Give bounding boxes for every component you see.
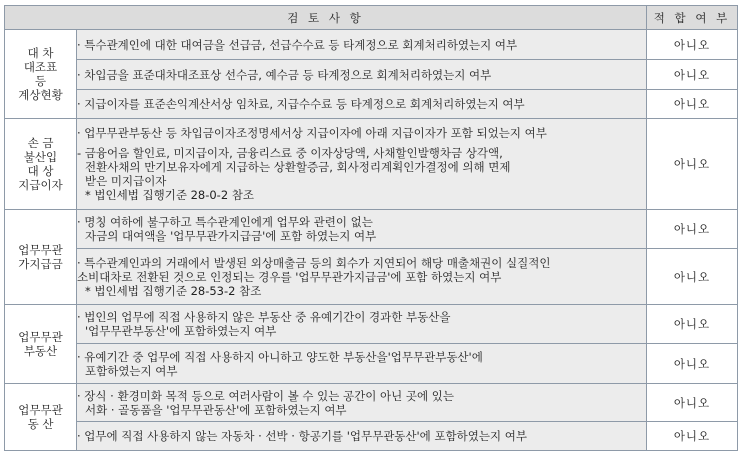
result-cell: 아니오 [647, 384, 738, 422]
category-line: 부동산 [23, 344, 58, 358]
category-line: 지급이자 [18, 178, 63, 192]
item-text: · 특수관계인과의 거래에서 발생된 외상매출금 등의 회수가 지연되어 해당 매출채권이 실질적인 [77, 255, 551, 270]
category-line: 대 상 [27, 164, 54, 178]
table-row [5, 60, 738, 90]
result-cell: 아니오 [647, 210, 738, 249]
category-line: 업무무관 [18, 243, 63, 257]
header-check-items: 검 토 사 항 [5, 6, 647, 30]
result-cell: 아니오 [647, 422, 738, 451]
result-cell: 아니오 [647, 90, 738, 119]
item-note: * 법인세법 집행기준 28-53-2 참조 [85, 283, 262, 298]
check-item [77, 305, 647, 344]
category-nonbusiness-realestate [5, 305, 77, 384]
result-cell: 아니오 [647, 30, 738, 60]
item-text: - 금융어음 할인료, 미지급이자, 금융리스료 중 이자상당액, 사채할인발행차금 상각액, [77, 146, 503, 160]
item-text: · 장식 · 환경미화 목적 등으로 여러사람이 볼 수 있는 공간이 아닌 곳에 있는 [77, 388, 454, 403]
table-row [5, 30, 738, 60]
category-line: 등 [34, 74, 47, 88]
table-row [5, 384, 738, 422]
table-row [5, 119, 738, 210]
result-cell: 아니오 [647, 249, 738, 305]
category-line: 손 금 [27, 136, 54, 150]
item-text: 포함하였는지 여부 [85, 363, 178, 378]
table-row [5, 422, 738, 451]
item-text: · 업무무관부동산 등 차입금이자조정명세서상 지급이자에 아래 지급이자가 포함 되었는지 여부 [77, 126, 547, 140]
category-balance-sheet [5, 30, 77, 119]
result-cell: 아니오 [647, 60, 738, 90]
check-item [77, 210, 647, 249]
table-row [5, 249, 738, 305]
item-text: · 특수관계인에 대한 대여금을 선급금, 선급수수료 등 타계정으로 회계처리하였는지 여부 [77, 37, 518, 52]
category-line: 업무무관 [18, 330, 63, 344]
table-row [5, 305, 738, 344]
item-text: 받은 미지급이자 [85, 174, 167, 188]
category-line: 대 차 [27, 46, 54, 60]
table-row [5, 210, 738, 249]
item-text: 전환사채의 만기보유자에게 지급하는 상환할증금, 회사정리계획인가결정에 의해 면제 [85, 160, 511, 174]
check-item [77, 30, 647, 60]
check-item [77, 119, 647, 210]
item-text: · 지급이자를 표준손익계산서상 임차료, 지급수수료 등 타계정으로 회계처리하였는지 여부 [77, 97, 525, 111]
result-cell: 아니오 [647, 305, 738, 344]
check-item [77, 90, 647, 119]
item-text: · 명칭 여하에 불구하고 특수관계인에게 업무와 관련이 없는 [77, 215, 373, 229]
item-text: · 차입금을 표준대차대조표상 선수금, 예수금 등 타계정으로 회계처리하였는지 여부 [77, 67, 492, 82]
result-cell: 아니오 [647, 119, 738, 210]
check-item [77, 249, 647, 305]
item-text: 자금의 대여액을 '업무무관가지급금'에 포함 하였는지 여부 [85, 229, 377, 243]
result-cell: 아니오 [647, 344, 738, 384]
check-item [77, 384, 647, 422]
item-text: 서화 · 골동품을 '업무무관동산'에 포함하였는지 여부 [85, 402, 347, 417]
category-line: 계상현황 [18, 88, 63, 102]
table-row [5, 344, 738, 384]
header-row [5, 6, 738, 30]
item-text: 소비대차로 전환된 것으로 인정되는 경우를 '업무무관가지급금'에 포함 하였는지 여부 [77, 269, 502, 284]
category-nonbusiness-movables [5, 384, 77, 451]
category-nondeductible-interest [5, 119, 77, 210]
check-item [77, 60, 647, 90]
header-result: 적 합 여 부 [647, 6, 738, 30]
check-item [77, 422, 647, 451]
item-text: · 업무에 직접 사용하지 않는 자동차 · 선박 · 항공기를 '업무무관동산'에 포함하였는지 여부 [77, 429, 527, 443]
review-table [4, 5, 738, 451]
category-line: 동 산 [27, 417, 54, 431]
category-line: 대조표 [23, 60, 58, 74]
item-text: · 법인의 업무에 직접 사용하지 않은 부동산 중 유예기간이 경과한 부동산을 [77, 310, 451, 324]
category-line: 업무무관 [18, 403, 63, 417]
item-text: '업무무관부동산'에 포함하였는지 여부 [85, 324, 277, 338]
check-item [77, 344, 647, 384]
category-line: 불산입 [23, 150, 58, 164]
item-text: · 유예기간 중 업무에 직접 사용하지 아니하고 양도한 부동산을'업무무관부동산'에 [77, 349, 483, 364]
item-note: * 법인세법 집행기준 28-0-2 참조 [85, 188, 255, 202]
table-row [5, 90, 738, 119]
category-nonbusiness-advances [5, 210, 77, 305]
category-line: 가지급금 [18, 257, 63, 271]
